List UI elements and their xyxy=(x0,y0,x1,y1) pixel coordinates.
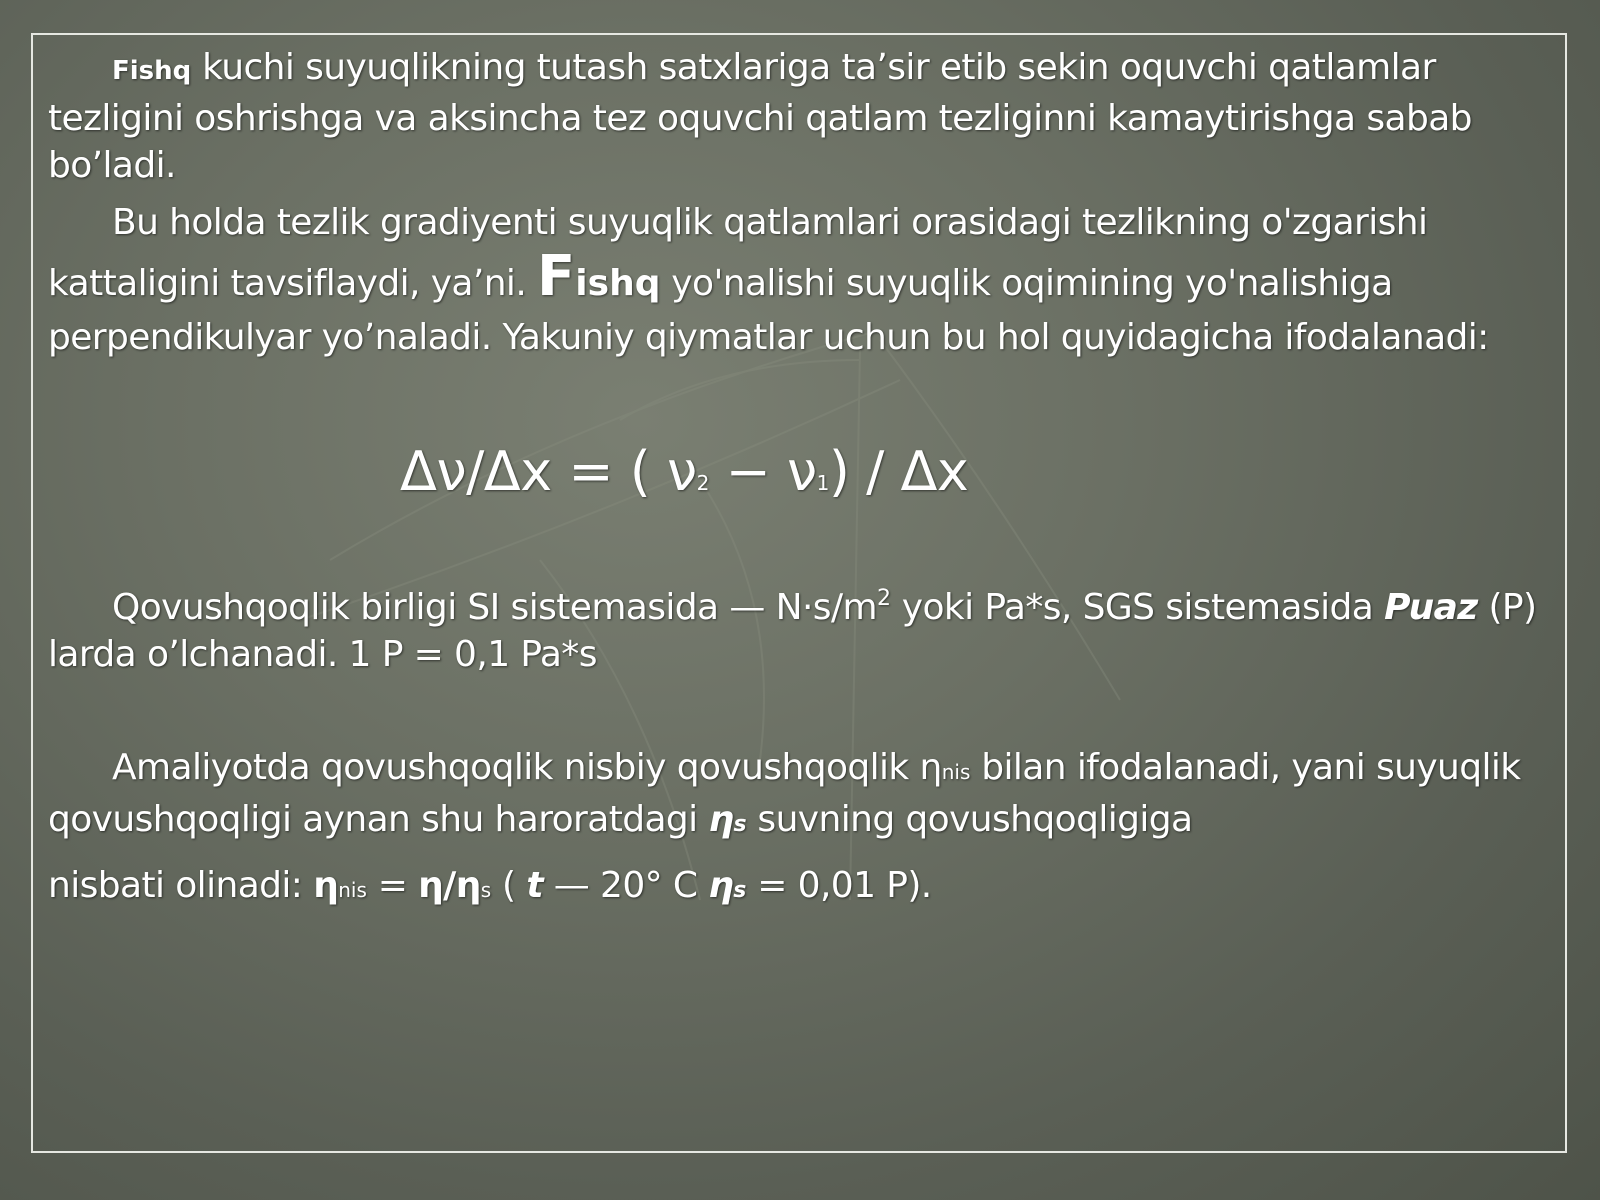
formula-subscript-1: 1 xyxy=(816,471,829,495)
paren: ( xyxy=(491,865,527,906)
puaz-term: Puaz xyxy=(1384,587,1478,628)
formula-subscript-2: 2 xyxy=(696,471,709,495)
paragraph-text: bilan ifodalanadi, yani suyuqlik qovushqoqligi aynan shu haroratdagi xyxy=(48,747,1521,840)
paragraph-friction-force xyxy=(48,44,1563,189)
paragraph-relative-viscosity xyxy=(48,744,1563,848)
subscript-nis: nis xyxy=(338,878,367,902)
eta-water-symbol: η xyxy=(708,799,734,840)
eta-water-symbol: η xyxy=(708,865,734,906)
subscript-s: s xyxy=(733,812,747,837)
relative-viscosity-formula xyxy=(48,862,1563,914)
paragraph-text: yo'nalishi suyuqlik oqimining yo'nalishiga perpendikulyar yo’naladi. Yakuniy qiymatlar uchun bu hol quyidagicha ifodalanadi: xyxy=(48,263,1489,358)
paragraph-text: kuchi suyuqlikning tutash satxlariga ta’sir etib sekin oquvchi qatlamlar tezligini oshrishga va aksincha tez oquvchi qatlam tezliginni kamaytirishga sabab bo’ladi. xyxy=(48,47,1472,186)
paragraph-text: suvning qovushqoqligiga xyxy=(746,799,1193,840)
subscript-s: s xyxy=(733,878,747,903)
equals: = xyxy=(366,865,419,906)
formula-lhs: Δν/Δx = ( ν xyxy=(400,440,697,503)
viscosity-value: = 0,01 P). xyxy=(746,865,932,906)
paragraph-text: yoki Pa*s, SGS sistemasida xyxy=(890,587,1385,628)
subscript-s: s xyxy=(480,878,492,902)
eta-symbol: η xyxy=(313,865,339,906)
friction-force-symbol: Fishq xyxy=(112,56,192,86)
paragraph-text: nisbati olinadi: xyxy=(48,865,314,906)
eta-ratio: η/η xyxy=(418,865,481,906)
temperature-value: — 20° C xyxy=(542,865,709,906)
formula-rhs: ) / Δx xyxy=(828,440,969,503)
temperature-symbol: t xyxy=(526,865,543,906)
friction-force-capital: F xyxy=(537,244,576,309)
superscript: 2 xyxy=(876,586,891,611)
friction-force-subscript: ishq xyxy=(575,263,661,304)
friction-force-symbol-large xyxy=(537,244,661,309)
paragraph-text: (P) larda o’lchanadi. 1 P = 0,1 Pa*s xyxy=(48,587,1537,675)
paragraph-text: Qovushqoqlik birligi SI sistemasida — N·s/m xyxy=(112,587,877,628)
paragraph-viscosity-units xyxy=(48,575,1563,678)
formula-minus: − ν xyxy=(708,440,817,503)
paragraph-velocity-gradient xyxy=(48,196,1563,365)
subscript-nis: nis xyxy=(941,760,971,784)
paragraph-text: Bu holda tezlik gradiyenti suyuqlik qatlamlari orasidagi tezlikning o'zgarishi kattaligini tavsiflaydi, ya’ni. xyxy=(48,202,1428,304)
paragraph-text: Amaliyotda qovushqoqlik nisbiy qovushqoqlik η xyxy=(112,747,942,788)
velocity-gradient-formula xyxy=(400,440,968,515)
